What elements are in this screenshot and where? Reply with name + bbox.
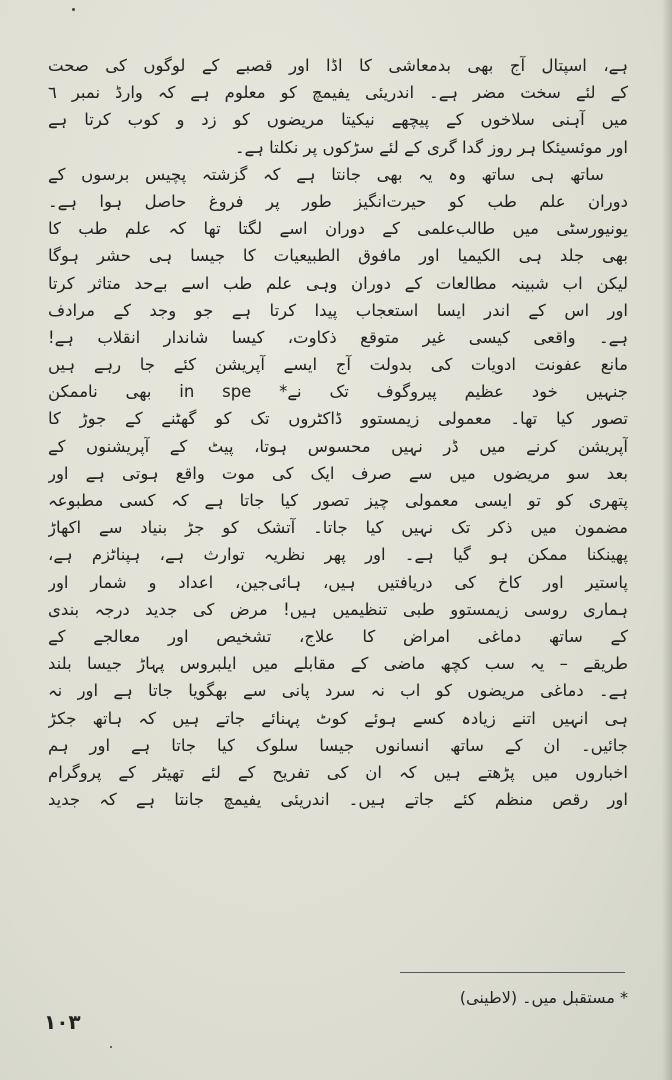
text-line: جائیں۔ ان کے ساتھ انسانوں جیسا سلوک کیا جاتا ہے اور ہم: [48, 735, 628, 755]
footnote: * مستقبل میں۔ (لاطینی): [459, 988, 628, 1007]
text-line: بعد سو مریضوں میں سے صرف ایک کی موت واقع ہوتی ہے اور: [48, 463, 628, 483]
paper-speck: [110, 1046, 112, 1048]
text-line: پاستیر اور کاخ کی دریافتیں ہیں، ہائی‌جین، اعداد و شمار اور: [48, 572, 628, 592]
text-line: ہماری روسی زیمستوو طبی تنظیمیں ہیں! مرض کی جدید درجہ بندی: [48, 599, 628, 619]
text-line: اور رقص منظم کئے جاتے ہیں۔ اندریئی یفیمچ جانتا ہے کہ جدید: [48, 790, 628, 810]
page-number: ١٠٣: [44, 1010, 81, 1034]
text-line: آپریشن کرنے میں ڈر نہیں محسوس ہوتا، پیٹ کے آپریشنوں کے: [48, 436, 628, 456]
page-edge-shadow: [662, 0, 672, 1080]
text-line: ہی انہیں اتنے زیادہ کسے ہوئے کوٹ پہنائے جاتے ہیں کہ ہاتھ جکڑ: [48, 708, 628, 728]
text-line: اور اس کے اندر ایسا استعجاب پیدا کرتا ہے جو وجد کے مرادف: [48, 300, 628, 320]
text-line: طریقے – یہ سب کچھ ماضی کے مقابلے میں ایلبروس پہاڑ جیسا بلند: [48, 654, 628, 674]
text-line: مضمون میں ذکر تک نہیں کیا جاتا۔ آتشک کو جڑ بنیاد سے اکھاڑ: [48, 518, 628, 538]
text-line: جنہیں خود عظیم پیروگوف تک نے* in spe بھی ناممکن: [48, 382, 628, 402]
text-line: اخباروں میں پڑھتے ہیں کہ ان کی تفریح کے لئے تھیٹر کے پروگرام: [48, 762, 628, 782]
body-text: [48, 52, 628, 813]
text-line: یونیورسٹی میں طالب‌علمی کے دوران اسے لگتا تھا کہ علم طب کا: [48, 219, 628, 239]
text-line: میں آہنی سلاخوں کے پیچھے نیکیتا مریضوں کو زد و کوب کرتا ہے: [48, 110, 628, 130]
paper-speck: [72, 8, 75, 11]
text-line: تصور کیا تھا۔ معمولی زیمستوو ڈاکٹروں تک کو گھٹنے کے جوڑ کا: [48, 409, 628, 429]
text-line: اور موئسیئکا ہر روز گدا گری کے لئے سڑکوں پر نکلتا ہے۔: [234, 137, 628, 157]
text-line: لیکن اب شبینہ مطالعات کے دوران وہی علم طب اسے بےحد متاثر کرتا: [48, 273, 628, 293]
text-line: مانع عفونت ادویات کی بدولت آج ایسے آپریشن کئے جا رہے ہیں: [48, 355, 628, 375]
footnote-divider: [400, 972, 625, 973]
text-line: پھینکنا ممکن ہو گیا ہے۔ اور پھر نظریہ توارث ہے، ہپناٹزم ہے،: [48, 545, 628, 565]
text-line: بھی جلد ہی الکیمیا اور مافوق الطبیعیات کا جیسا ہی حشر ہوگا: [48, 246, 628, 266]
text-line: ہے، اسپتال آج بھی بدمعاشی کا اڈا اور قصبے کے لوگوں کی صحت: [48, 56, 628, 75]
text-line: ساتھ ہی ساتھ وہ یہ بھی جانتا ہے کہ گزشتہ پچیس برسوں کے: [48, 164, 604, 184]
text-line: کے ساتھ دماغی امراض کا علاج، تشخیص اور معالجے کے: [48, 626, 628, 646]
text-line: دوران علم طب کو حیرت‌انگیز طور پر فروغ حاصل ہوا ہے۔: [48, 191, 628, 211]
text-line: پتھری کو تو ایسی معمولی چیز تصور کیا جاتا ہے کہ کسی مطبوعہ: [48, 491, 628, 510]
text-line: کے لئے سخت مضر ہے۔ اندریئی یفیمچ کو معلوم ہے کہ وارڈ نمبر ٦: [48, 83, 628, 103]
text-line: ہے۔ دماغی مریضوں کو اب نہ سرد پانی سے بھگویا جاتا ہے اور نہ: [48, 681, 628, 701]
text-line: ہے۔ واقعی کیسی غیر متوقع ذکاوت، کیسا شاندار انقلاب ہے!: [48, 327, 628, 347]
